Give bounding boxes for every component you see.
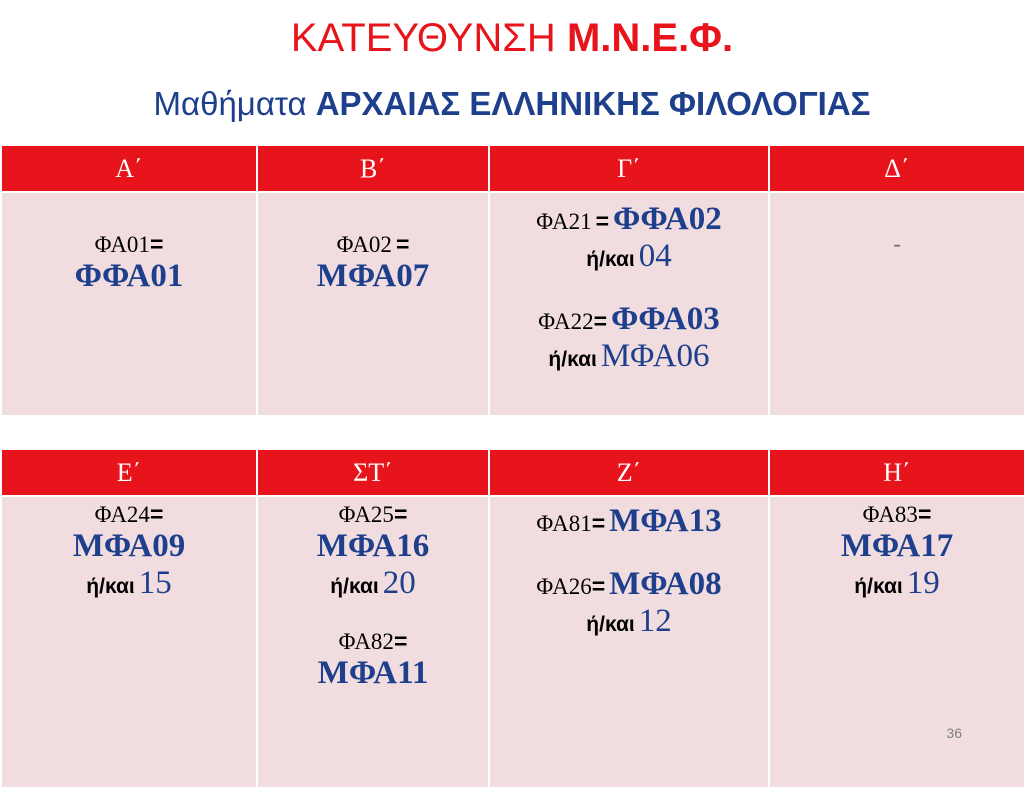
alternative-course: 12 bbox=[638, 603, 672, 639]
table-header-row bbox=[1, 449, 1024, 496]
equivalent-course: ΦΦΑ03 bbox=[611, 301, 720, 337]
course-code: ΦΑ25 bbox=[338, 502, 394, 527]
slide-subtitle bbox=[0, 82, 1024, 126]
table-row bbox=[1, 192, 1024, 416]
header-semester-a: Α΄ bbox=[1, 145, 257, 192]
cell-semester-c bbox=[489, 192, 769, 416]
course-code: ΦΑ02 bbox=[336, 232, 392, 257]
subtitle-text: Μαθήματα bbox=[153, 85, 307, 122]
header-semester-b: Β΄ bbox=[257, 145, 489, 192]
table-header-row bbox=[1, 145, 1024, 192]
header-semester-h: Η΄ bbox=[769, 449, 1024, 496]
course-code: ΦΑ81 bbox=[536, 511, 592, 536]
equals-sign: = bbox=[149, 501, 164, 527]
header-semester-e: Ε΄ bbox=[1, 449, 257, 496]
equivalent-course: ΦΦΑ01 bbox=[74, 258, 184, 294]
cell-semester-a bbox=[1, 192, 257, 416]
cell-semester-d bbox=[769, 192, 1024, 416]
course-code: ΦΑ24 bbox=[94, 502, 150, 527]
title-text: ΚΑΤΕΥΘΥΝΣΗ bbox=[290, 16, 556, 60]
header-semester-z: Ζ΄ bbox=[489, 449, 769, 496]
cell-semester-e bbox=[1, 496, 257, 788]
equivalent-course: ΜΦΑ16 bbox=[316, 528, 430, 564]
alternative-course: 20 bbox=[382, 565, 416, 601]
cell-semester-z bbox=[489, 496, 769, 788]
and-or-label: ή/και bbox=[586, 248, 635, 271]
courses-table-semesters-5-8 bbox=[0, 448, 1024, 789]
alternative-course: 19 bbox=[906, 565, 940, 601]
equals-sign: = bbox=[591, 510, 606, 536]
equals-sign: = bbox=[593, 308, 608, 334]
empty-dash: - bbox=[893, 231, 901, 256]
slide-title bbox=[0, 14, 1024, 62]
alternative-course: 15 bbox=[138, 565, 172, 601]
course-code: ΦΑ21 bbox=[536, 209, 592, 234]
equivalent-course: ΜΦΑ09 bbox=[72, 528, 186, 564]
title-bold: Μ.Ν.Ε.Φ. bbox=[566, 16, 734, 60]
equivalent-course: ΜΦΑ08 bbox=[609, 566, 722, 602]
cell-semester-b bbox=[257, 192, 489, 416]
course-code: ΦΑ01 bbox=[94, 232, 150, 257]
cell-semester-h bbox=[769, 496, 1024, 788]
equivalent-course: ΜΦΑ07 bbox=[316, 258, 430, 294]
equals-sign: = bbox=[149, 231, 164, 257]
and-or-label: ή/και bbox=[854, 575, 903, 598]
alternative-course: 04 bbox=[638, 238, 672, 274]
alternative-course: ΜΦΑ06 bbox=[600, 338, 710, 374]
course-code: ΦΑ82 bbox=[338, 629, 394, 654]
page-number: 36 bbox=[946, 725, 962, 741]
equivalent-course: ΦΦΑ02 bbox=[613, 201, 722, 237]
equivalent-course: ΜΦΑ11 bbox=[317, 655, 429, 691]
and-or-label: ή/και bbox=[330, 575, 379, 598]
header-semester-c: Γ΄ bbox=[489, 145, 769, 192]
equivalent-course: ΜΦΑ17 bbox=[840, 528, 954, 564]
and-or-label: ή/και bbox=[86, 575, 135, 598]
header-semester-d: Δ΄ bbox=[769, 145, 1024, 192]
equals-sign: = bbox=[917, 501, 932, 527]
subtitle-bold: ΑΡΧΑΙΑΣ ΕΛΛΗΝΙΚΗΣ ΦΙΛΟΛΟΓΙΑΣ bbox=[315, 85, 871, 122]
header-semester-st: ΣΤ΄ bbox=[257, 449, 489, 496]
course-code: ΦΑ22 bbox=[538, 309, 594, 334]
and-or-label: ή/και bbox=[548, 348, 597, 371]
equivalent-course: ΜΦΑ13 bbox=[609, 503, 722, 539]
equals-sign: = bbox=[595, 208, 610, 234]
equals-sign: = bbox=[393, 501, 408, 527]
equals-sign: = bbox=[395, 231, 410, 257]
courses-table-semesters-1-4 bbox=[0, 144, 1024, 417]
table-row bbox=[1, 496, 1024, 788]
equals-sign: = bbox=[591, 573, 606, 599]
and-or-label: ή/και bbox=[586, 613, 635, 636]
course-code: ΦΑ83 bbox=[862, 502, 918, 527]
course-code: ΦΑ26 bbox=[536, 574, 592, 599]
equals-sign: = bbox=[393, 628, 408, 654]
cell-semester-st bbox=[257, 496, 489, 788]
